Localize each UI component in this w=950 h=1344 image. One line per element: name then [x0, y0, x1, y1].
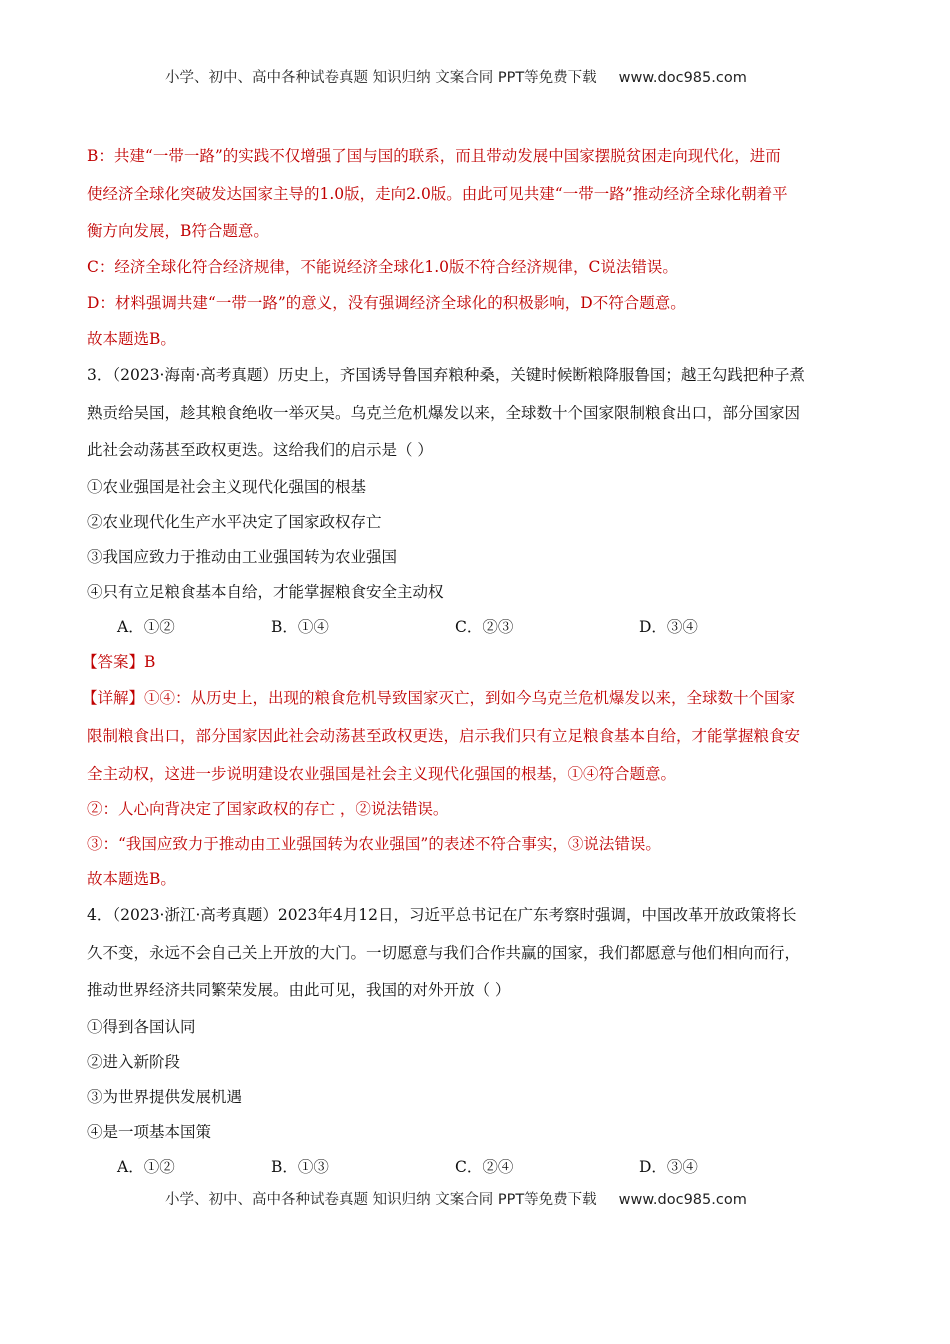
- analysis-b-line: B：共建“一带一路”的实践不仅增强了国与国的联系，而且带动发展中国家摆脱贫困走向现代化，进而: [87, 147, 781, 165]
- q3-stem-line: 3．（2023·海南·高考真题）历史上，齐国诱导鲁国弃粮种桑，关键时候断粮降服鲁国；越王勾践把种子煮: [87, 366, 805, 384]
- q3-option-b: B．①④: [271, 618, 329, 636]
- q4-option-b: B．①③: [271, 1158, 329, 1176]
- page-footer: [165, 1190, 747, 1210]
- q3-explain-line: [82, 688, 795, 708]
- analysis-conclusion: 故本题选B。: [87, 330, 176, 348]
- q3-conclusion: 故本题选B。: [87, 870, 176, 888]
- q3-note-2: ②：人心向背决定了国家政权的存亡 ，②说法错误。: [87, 800, 449, 818]
- q3-option-d: D．③④: [639, 618, 698, 636]
- q4-stem-line: 推动世界经济共同繁荣发展。由此可见，我国的对外开放（ ）: [87, 981, 511, 999]
- q4-stem-line: 4．（2023·浙江·高考真题）2023年4月12日，习近平总书记在广东考察时强调，中国改革开放政策将长: [87, 906, 797, 924]
- q3-statement: ②农业现代化生产水平决定了国家政权存亡: [87, 513, 382, 531]
- q4-statement: ④是一项基本国策: [87, 1123, 212, 1141]
- q4-statement: ②进入新阶段: [87, 1053, 181, 1071]
- answer-label: 【答案】: [82, 653, 145, 671]
- answer-value: B: [144, 653, 156, 671]
- q4-option-c: C．②④: [455, 1158, 514, 1176]
- q3-explain-line: 全主动权，这进一步说明建设农业强国是社会主义现代化强国的根基，①④符合题意。: [87, 765, 677, 783]
- q3-option-a: A．①②: [117, 618, 175, 636]
- q3-option-c: C．②③: [455, 618, 514, 636]
- header-text: 小学、初中、高中各种试卷真题 知识归纳 文案合同 PPT等免费下载: [165, 70, 597, 86]
- q3-statement: ④只有立足粮食基本自给，才能掌握粮食安全主动权: [87, 583, 444, 601]
- q3-note-3: ③：“我国应致力于推动由工业强国转为农业强国”的表述不符合事实，③说法错误。: [87, 835, 661, 853]
- footer-url[interactable]: www.doc985.com: [618, 1192, 747, 1208]
- q4-option-d: D．③④: [639, 1158, 698, 1176]
- q4-statement: ③为世界提供发展机遇: [87, 1088, 243, 1106]
- analysis-d-line: D：材料强调共建“一带一路”的意义，没有强调经济全球化的积极影响，D不符合题意。: [87, 294, 686, 312]
- q4-stem-line: 久不变，永远不会自己关上开放的大门。一切愿意与我们合作共赢的国家，我们都愿意与他们相向而行，: [87, 944, 801, 962]
- q3-answer: [82, 652, 155, 672]
- q3-statement: ①农业强国是社会主义现代化强国的根基: [87, 478, 367, 496]
- explain-label: 【详解】: [82, 689, 145, 707]
- analysis-c-line: C：经济全球化符合经济规律，不能说经济全球化1.0版不符合经济规律，C说法错误。: [87, 258, 678, 276]
- analysis-b-line: 使经济全球化突破发达国家主导的1.0版，走向2.0版。由此可见共建“一带一路”推动经济全球化朝着平: [87, 185, 788, 203]
- analysis-b-line: 衡方向发展，B符合题意。: [87, 222, 269, 240]
- footer-text: 小学、初中、高中各种试卷真题 知识归纳 文案合同 PPT等免费下载: [165, 1192, 597, 1208]
- q3-stem-line: 熟贡给吴国，趁其粮食绝收一举灭吴。乌克兰危机爆发以来，全球数十个国家限制粮食出口，部分国家因: [87, 404, 801, 422]
- q4-statement: ①得到各国认同: [87, 1018, 196, 1036]
- header-url[interactable]: www.doc985.com: [618, 70, 747, 86]
- page-header: [165, 68, 747, 88]
- explain-text: ①④：从历史上，出现的粮食危机导致国家灭亡，到如今乌克兰危机爆发以来，全球数十个国家: [144, 689, 796, 707]
- q3-stem-line: 此社会动荡甚至政权更迭。这给我们的启示是（ ）: [87, 441, 433, 459]
- q4-option-a: A．①②: [117, 1158, 175, 1176]
- q3-explain-line: 限制粮食出口，部分国家因此社会动荡甚至政权更迭，启示我们只有立足粮食基本自给，才能掌握粮食安: [87, 727, 801, 745]
- q3-statement: ③我国应致力于推动由工业强国转为农业强国: [87, 548, 398, 566]
